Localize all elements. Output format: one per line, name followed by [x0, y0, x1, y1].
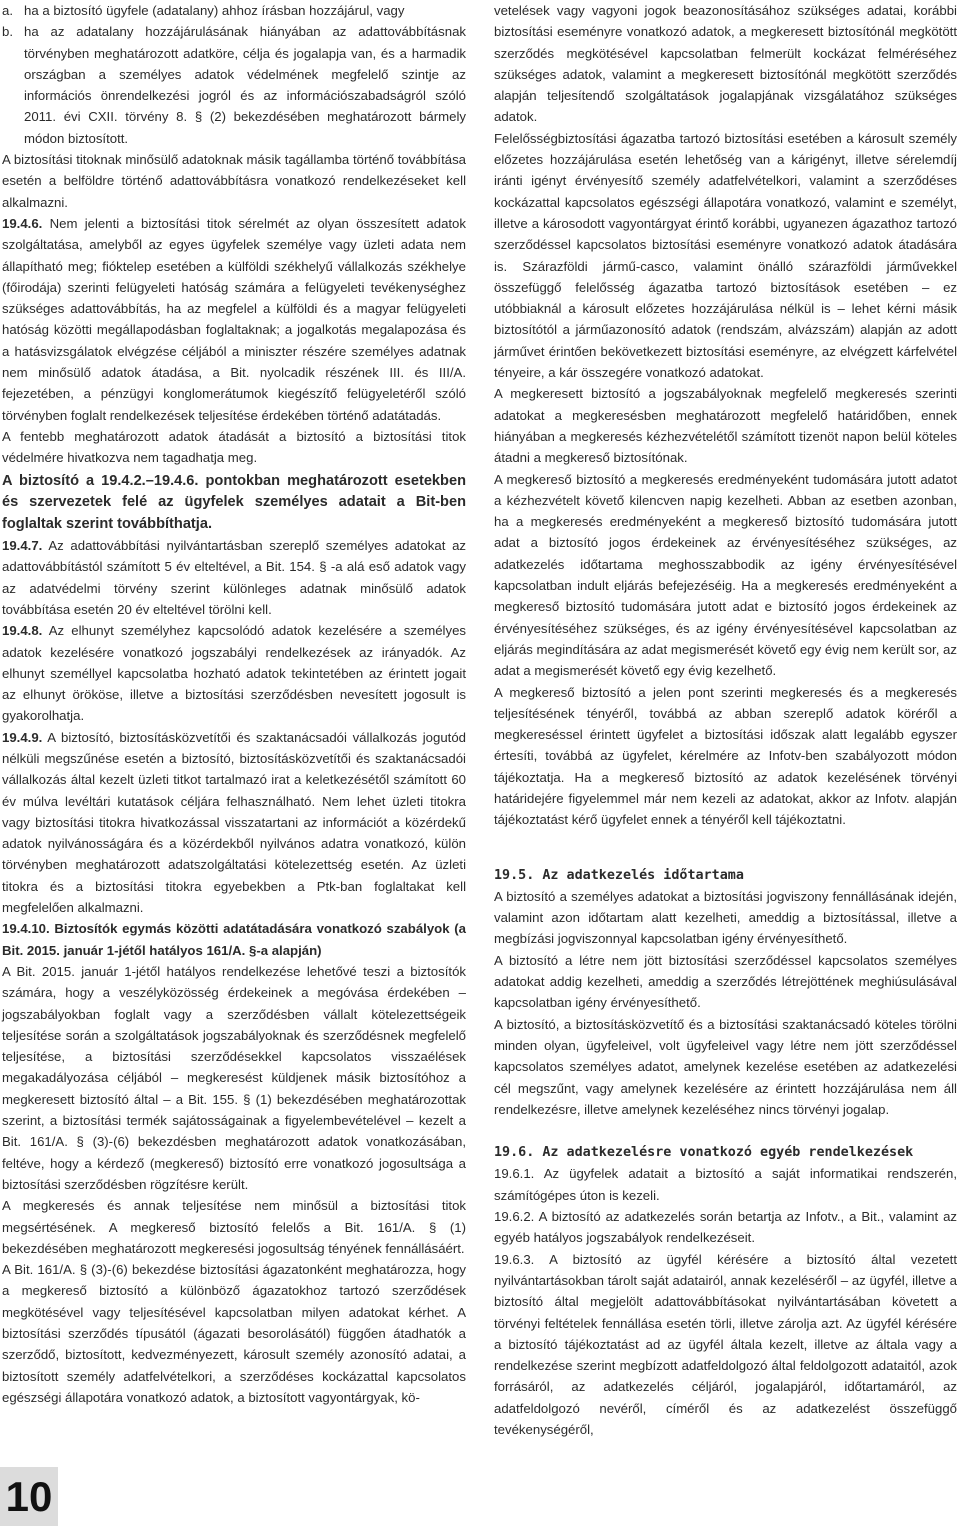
section-number: 19.6.3. — [494, 1251, 535, 1267]
paragraph-19-6-3 — [494, 1249, 957, 1441]
paragraph-megkereses: A megkeresés és annak teljesítése nem minősül a biztosítási titok megsértésének. A megkereső biztosító felelős a Bit. 161/A. § (1) bekezdésében meghatározott megkeresési jogosultság tényének fennállásáért. — [2, 1198, 466, 1256]
paragraph-text: Nem jelenti a biztosítási titok sérelmét az olyan összesített adatok szolgáltatása, amelyből az egyes ügyfelek személye vagy üzleti adata nem állapítható meg; fióktelep esetében a külföldi székhelyű vállalkozás székhelye (főirodája) szerinti felügyeleti hatóság számára a felügyeleti tevékenységhez szükséges adattovábbítás, ha az megfelel a külföldi és a magyar felügyeleti hatóság közötti megállapodásban foglaltaknak; a jogalkotás megalapozása és a hatásvizsgálatok elvégzése céljából a miniszter részére személyes adatnak nem minősülő adatok átadása, a Bit. nyolcadik részének III. és III/A. fejezetében, a pénzügyi konglomerátumok kiegészítő felügyeletéről szóló törvényben foglalt rendelkezések teljesítése érdekében történő adatátadás. — [2, 215, 466, 423]
paragraph-text: A biztosító az ügyfél kérésére a biztosító által vezetett nyilvántartásokban tárolt saját adatairól, annak kezeléséről – az ügyfél, illetve a biztosító által megjelölt adattovábbításokat nyilvántartásában követett a törvényi feltételek fennállása esetén törli, illetve zárolja azt. Az ügyfél kérésére a biztosító tájékoztatást ad az ügyfél általa kezelt, illetve az általa vagy a rendelkezése szerint megbízott adatfeldolgozó által feldolgozott adataitól, azok forrásáról, az adatkezelés céljáról, jogalapjáról, időtartamáról, az adatfeldolgozó nevéről, címéről és az adatkezelést összefüggő tevékenységéről, — [494, 1251, 957, 1437]
section-number: 19.6.2. — [494, 1209, 535, 1225]
paragraph-19-6-2 — [494, 1206, 957, 1249]
paragraph-19-4-9 — [2, 727, 466, 919]
paragraph-text: Az elhunyt személyhez kapcsolódó adatok kezelésére a személyes adatok kezelésére vonatkozó jogszabályi rendelkezések az irányadók. Az elhunyt személlyel kapcsolatba hozható adatok tekintetében az érintett jogait az elhunyt örököse, illetve a biztosítási szerződésben nevesített jogosult is gyakorolhatja. — [2, 623, 467, 724]
section-number: 19.4.9. — [2, 729, 43, 745]
section-number: 19.4.8. — [2, 623, 43, 639]
list-item-a — [2, 0, 466, 21]
paragraph-text: Az ügyfelek adatait a biztosító a saját informatikai rendszerén, számítógépes úton is kezeli. — [494, 1166, 957, 1203]
paragraph-19-4-6 — [2, 213, 466, 426]
paragraph-19-6-1 — [494, 1163, 957, 1206]
section-heading-19-6: 19.6. Az adatkezelésre vonatkozó egyéb rendelkezések — [494, 1145, 914, 1161]
subsection-title: Biztosítók egymás közötti adatátadására vonatkozó szabályok (a Bit. 2015. január 1-jétől hatályos 161/A. §-a alapján) — [2, 921, 466, 958]
paragraph-text: Az adattovábbítási nyilvántartásban szereplő személyes adatokat az adattovábbítástól számított 5 év elteltével, a Bit. 154. § -a alá eső adatok vagy az adatvédelmi törvény szerint különleges adatnak minősülő adatok továbbítása esetén 20 év elteltével törölni kell. — [2, 538, 467, 617]
paragraph-fentebb: A fentebb meghatározott adatok átadását a biztosító a biztosítási titok védelmére hivatkozva nem tagadhatja meg. — [2, 428, 466, 466]
paragraph-bit-161a: A Bit. 161/A. § (3)-(6) bekezdése biztosítási ágazatonként meghatározza, hogy a megkereső biztosító a különböző ágazatokhoz tartozó szerződések megkötésével vagy teljesítésével kapcsolatban milyen adatokat kérhet. A biztosítási szerződés típusától (ágazati besorolásától) függően átadhatók a szerződő, biztosított, kedvezményezett, károsult személy azonosító adatai, a biztosított személy adatfelvételkori, a szerződéses kockázattal kapcsolatos egészségi állapotára vonatkozó adatok, a biztosított vagyontárgyak, kö- — [2, 1262, 466, 1405]
bold-heading: A biztosító a 19.4.2.–19.4.6. pontokban meghatározott esetekben és szervezetek felé az ügyfelek személyes adatait a Bit-ben foglaltak szerint továbbíthatja. — [2, 472, 466, 532]
paragraph-tajekoztat: A megkereső biztosító a jelen pont szerinti megkeresés és a megkeresés teljesítésének tényéről, továbbá az abban szereplő adatok köréről a megkereséssel érintett ügyfelet a biztosítási időszak alatt legalább egyszer értesíti, továbbá az ügyfelet, kérelmére az Infotv-ben szabályozott módon tájékoztatja. Ha a megkereső biztosító az adatok kezelésének törvényi határidejére figyelemmel már nem kezeli az adatokat, akkor az Infotv. alapján tájékoztatást kérő ügyfelet ennek a tényéről kell tájékoztatni. — [494, 684, 957, 828]
paragraph-eredmeny: A megkereső biztosító a megkeresés eredményeként tudomására jutott adatot a kézhezvételt követő kilencven napig kezelheti. Abban az esetben azonban, ha a megkeresés eredményeként a megkereső biztosító tudomására jutott adat a biztosító jogos érdekeinek az érvényesítéséhez szükséges, az adatkezelés időtartama meghosszabbodik az igény érvényesítésével kapcsolatban indult eljárás befejezéséig. Ha a megkeresés eredményeként a megkereső biztosító tudomására jutott adat e biztosító jogos érdekeinek az érvényesítéséhez szükséges, és az igény érvényesítésével kapcsolatban az eljárás megindítására az adat megismerését követő egy évig nem került sor, az adat a megismerését követő egy évig kezelhető. — [494, 471, 957, 679]
section-number: 19.4.10. — [2, 921, 50, 937]
paragraph-text: A biztosító, biztosításközvetítői és szaktanácsadói vállalkozás jogutód nélküli megszűnése esetén a biztosító, biztosításközvetítői és szaktanácsadói vállalkozás által kezelt üzleti titkot tartalmazó irat a keletkezésétől számított 60 év múlva levéltári kutatások céljára felhasználható. Nem lehet üzleti titokra vagy biztosítási titokra hivatkozással visszatartani az információt a közérdekű adatok nyilvánosságára és a közérdekből nyilvános adatra vonatkozó, külön törvényben meghatározott adatszolgáltatási kötelezettség esetén. Az üzleti titokra és a biztosítási titokra egyebekben a Ptk-ban foglaltakat kell megfelelően alkalmazni. — [2, 729, 466, 916]
paragraph-19-5-b: A biztosító a létre nem jött biztosítási szerződéssel kapcsolatos személyes adatokat addig kezelheti, ameddig a szerződés létrejöttének meghiúsulásával kapcsolatban igény érvényesíthető. — [494, 952, 957, 1011]
paragraph-bit-2015: A Bit. 2015. január 1-jétől hatályos rendelkezése lehetővé teszi a biztosítók számára, hogy a veszélyközösség érdekeinek a megóvása érdekében – jogszabályokban foglalt vagy a szerződésben vállalt kötelezettségeik teljesítése során a szolgáltatások jogszabályoknak és szerződésnek megfelelő teljesítése, a biztosítási szerződésekkel kapcsolatos visszaélések megakadályozása céljából – megkeresést küldjenek másik biztosítóhoz a megkeresett biztosító által – a Bit. 155. § (1) bekezdésében meghatározottak szerint, a biztosítási termék sajátosságainak a figyelembevételével – kezelt a Bit. 161/A. § (3)-(6) bekezdésben meghatározott adatok vonatkozásában, feltéve, hogy a kérdező (megkereső) biztosító erre vonatkozó jogosultsága a biztosítási szerződésben rögzítésre került. — [2, 963, 466, 1192]
list-marker: a. — [2, 3, 13, 18]
paragraph-continuation: vetelések vagy vagyoni jogok beazonosításához szükséges adatai, korábbi biztosítási eseményre vonatkozó adatok, a megkeresett biztosítónál megkötött szerződés megkötésével kapcsolatban felmerült kockázat felméréséhez szükséges adatok, valamint a megkeresett biztosítónál megkötött szerződés alapján teljesítendő szolgáltatások jogalapjának vizsgálatához szükséges adatok. — [494, 3, 957, 125]
list-item-b — [2, 21, 466, 149]
paragraph-19-4-10 — [2, 918, 466, 961]
paragraph-text: A biztosító az adatkezelés során betartja az Infotv., a Bit., valamint az egyéb hatályos jogszabályok rendelkezéseit. — [494, 1209, 957, 1246]
right-column — [494, 0, 957, 1440]
paragraph-19-5-c: A biztosító, a biztosításközvetítő és a biztosítási szaktanácsadó köteles törölni minden olyan, ügyfeleivel, volt ügyfeleivel vagy létre nem jött szerződéssel kapcsolatos személyes adatot, amelynek kezelése esetében az adatkezelési cél megszűnt, vagy amelynek kezelésére az érintett hozzájárulása nem áll rendelkezésre, illetve amelynek kezeléséhez nincs törvényi jogalap. — [494, 1016, 957, 1117]
paragraph-19-4-7 — [2, 535, 466, 620]
section-number: 19.4.7. — [2, 538, 43, 554]
left-column — [2, 0, 466, 1408]
paragraph-19-4-8 — [2, 620, 466, 726]
paragraph-transfer: A biztosítási titoknak minősülő adatoknak másik tagállamba történő továbbítása esetén a belföldre történő adattovábbításra vonatkozó rendelkezéseket kell alkalmazni. — [2, 152, 466, 210]
section-number: 19.6.1. — [494, 1166, 535, 1182]
list-text: ha az adatalany hozzájárulásának hiányában az adattovábbításnak törvényben meghatározott adatköre, célja és jogalapja van, és a harmadik országban a személyes adatok védelmének megfelelő szintje az információs önrendelkezési jogról és az információszabadságról szóló 2011. évi CXII. törvény 8. § (2) bekezdésében meghatározott bármely módon biztosított. — [24, 24, 466, 146]
list-text: ha a biztosító ügyfele (adatalany) ahhoz írásban hozzájárul, vagy — [24, 3, 405, 18]
paragraph-felelosseg: Felelősségbiztosítási ágazatba tartozó biztosítási esetében a károsult személy előzetes hozzájárulása esetén lehetőség van a kárigényt, illetve sérelemdíj iránti igényt érvényesítő személy adatfelvételkori, valamint a szerződéses kockázattal kapcsolatos egészségi állapotára vonatkozó, valamint e személyt, illetve a károsodott vagyontárgyat érintő korábbi, ugyanezen ágazathoz tartozó szerződéssel kapcsolatos biztosítási eseményre vonatkozó adatok átadására is. Szárazföldi jármű-casco, valamint önálló szárazföldi járművekkel összefüggő felelősség ágazatba tartozó biztosítások esetében – ez utóbbiaknál a károsult előzetes hozzájárulása nélkül is – lehet kérni másik biztosítótól a járműazonosító adatok (rendszám, alvázszám) alapján az adott járművet érintően bekövetkezett biztosítási eseményre, az elvégzett kárfelvétel tényeire, a kár összegére vonatkozó adatokat. — [494, 130, 957, 381]
page-number-badge: 10 — [0, 1467, 58, 1526]
paragraph-megkeresett: A megkeresett biztosító a jogszabályoknak megfelelő megkeresés szerinti adatokat a megkeresésben meghatározott megfelelő határidőben, ennek hiányában a megkeresés kézhezvételétől számított tizenöt napon belül köteles átadni a megkereső biztosítónak. — [494, 386, 957, 466]
section-heading-19-5: 19.5. Az adatkezelés időtartama — [494, 867, 744, 883]
section-number: 19.4.6. — [2, 215, 43, 231]
list-marker: b. — [2, 24, 13, 40]
paragraph-19-5-a: A biztosító a személyes adatokat a biztosítási jogviszony fennállásának idején, valamint azon időtartam alatt kezelheti, ameddig a biztosítással, illetve a megbízási jogviszonnyal kapcsolatban igény érvényesíthető. — [494, 888, 957, 947]
